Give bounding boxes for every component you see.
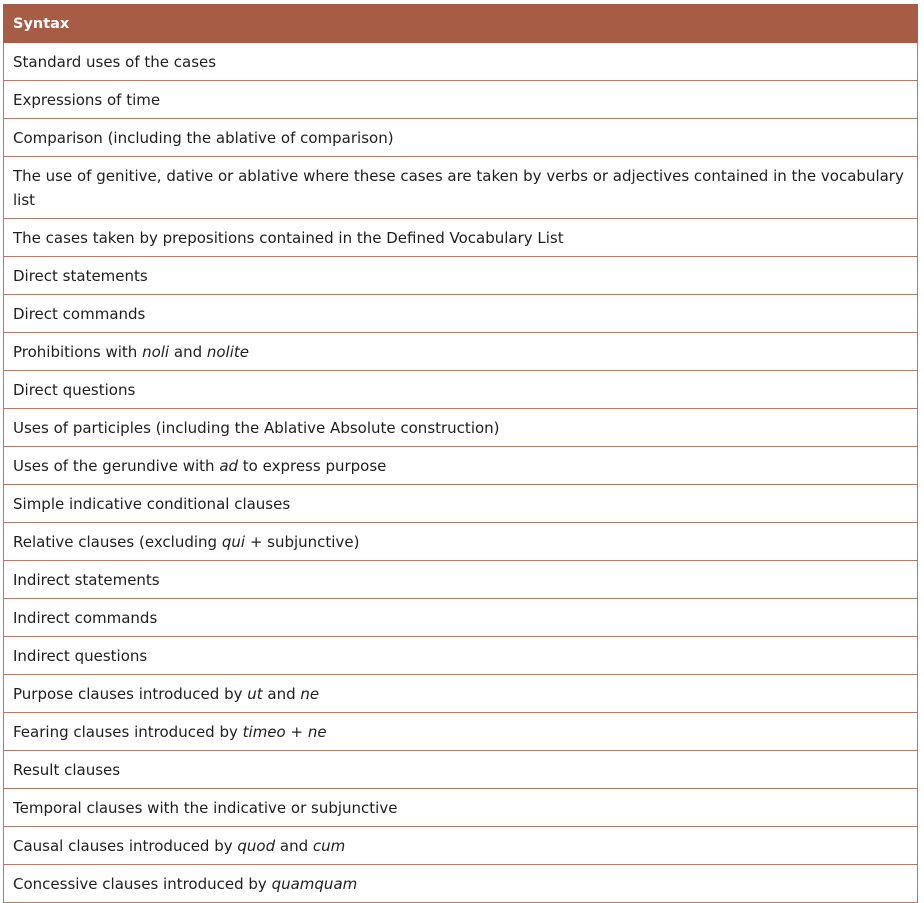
- table-row: [4, 637, 918, 675]
- cell-text-italic: ne: [300, 685, 320, 703]
- table-cell: [4, 865, 918, 903]
- cell-text-italic: ut: [247, 685, 263, 703]
- table-cell: [4, 295, 918, 333]
- cell-text: The use of genitive, dative or ablative where these cases are taken by verbs or adjectives contained in the vocabulary list: [13, 167, 904, 209]
- table-cell: [4, 119, 918, 157]
- table-header-row: [4, 5, 918, 43]
- table-cell: [4, 257, 918, 295]
- table-row: [4, 119, 918, 157]
- table-cell: [4, 43, 918, 81]
- table-row: [4, 157, 918, 219]
- table-cell: [4, 523, 918, 561]
- table-row: [4, 81, 918, 119]
- table-row: [4, 523, 918, 561]
- table-cell: [4, 713, 918, 751]
- cell-text-italic: quod: [237, 837, 276, 855]
- table-row: [4, 295, 918, 333]
- table-cell: [4, 81, 918, 119]
- table-cell: [4, 485, 918, 523]
- cell-text: Relative clauses (excluding: [13, 533, 222, 551]
- table-cell: [4, 219, 918, 257]
- cell-text: and: [262, 685, 301, 703]
- table-row: [4, 371, 918, 409]
- cell-text: Result clauses: [13, 761, 121, 779]
- table-cell: [4, 637, 918, 675]
- table-cell: [4, 409, 918, 447]
- cell-text-italic: timeo: [242, 723, 286, 741]
- table-cell: [4, 751, 918, 789]
- table-cell: [4, 599, 918, 637]
- cell-text-italic: qui: [221, 533, 246, 551]
- cell-text: Purpose clauses introduced by: [13, 685, 248, 703]
- table-row: [4, 333, 918, 371]
- table-cell: [4, 447, 918, 485]
- table-row: [4, 409, 918, 447]
- table-cell: [4, 333, 918, 371]
- cell-text: Comparison (including the ablative of comparison): [13, 129, 394, 147]
- cell-text-italic: nolite: [206, 343, 250, 361]
- cell-text: Direct statements: [13, 267, 148, 285]
- table-row: [4, 447, 918, 485]
- table-row: [4, 827, 918, 865]
- cell-text-italic: ad: [219, 457, 239, 475]
- cell-text: + subjunctive): [245, 533, 360, 551]
- cell-text: Direct questions: [13, 381, 136, 399]
- cell-text: Temporal clauses with the indicative or subjunctive: [13, 799, 398, 817]
- table-row: [4, 675, 918, 713]
- table-row: [4, 599, 918, 637]
- cell-text: and: [275, 837, 313, 855]
- cell-text: The cases taken by prepositions contained in the Defined Vocabulary List: [13, 229, 564, 247]
- cell-text: Indirect commands: [13, 609, 158, 627]
- table-cell: [4, 157, 918, 219]
- cell-text: +: [285, 723, 308, 741]
- table-row: [4, 789, 918, 827]
- cell-text: to express purpose: [238, 457, 387, 475]
- cell-text-italic: noli: [142, 343, 170, 361]
- cell-text: Direct commands: [13, 305, 146, 323]
- cell-text: Standard uses of the cases: [13, 53, 217, 71]
- cell-text: Indirect statements: [13, 571, 160, 589]
- cell-text: Expressions of time: [13, 91, 161, 109]
- table-cell: [4, 561, 918, 599]
- syntax-table: [3, 4, 918, 903]
- table-cell: [4, 371, 918, 409]
- table-row: [4, 751, 918, 789]
- table-row: [4, 713, 918, 751]
- table-cell: [4, 827, 918, 865]
- cell-text-italic: cum: [312, 837, 346, 855]
- table-row: [4, 219, 918, 257]
- cell-text: Causal clauses introduced by: [13, 837, 238, 855]
- cell-text: Uses of the gerundive with: [13, 457, 220, 475]
- table-cell: [4, 675, 918, 713]
- cell-text: Concessive clauses introduced by: [13, 875, 272, 893]
- table-row: [4, 43, 918, 81]
- table-header-syntax: Syntax: [4, 5, 918, 43]
- table-row: [4, 865, 918, 903]
- table-body: [4, 43, 918, 903]
- cell-text: and: [169, 343, 207, 361]
- table-row: [4, 485, 918, 523]
- cell-text: Indirect questions: [13, 647, 148, 665]
- table-row: [4, 561, 918, 599]
- cell-text: Prohibitions with: [13, 343, 143, 361]
- cell-text-italic: ne: [307, 723, 327, 741]
- cell-text: Fearing clauses introduced by: [13, 723, 243, 741]
- table-row: [4, 257, 918, 295]
- cell-text: Uses of participles (including the Ablative Absolute construction): [13, 419, 500, 437]
- table-cell: [4, 789, 918, 827]
- cell-text: Simple indicative conditional clauses: [13, 495, 291, 513]
- cell-text-italic: quamquam: [271, 875, 358, 893]
